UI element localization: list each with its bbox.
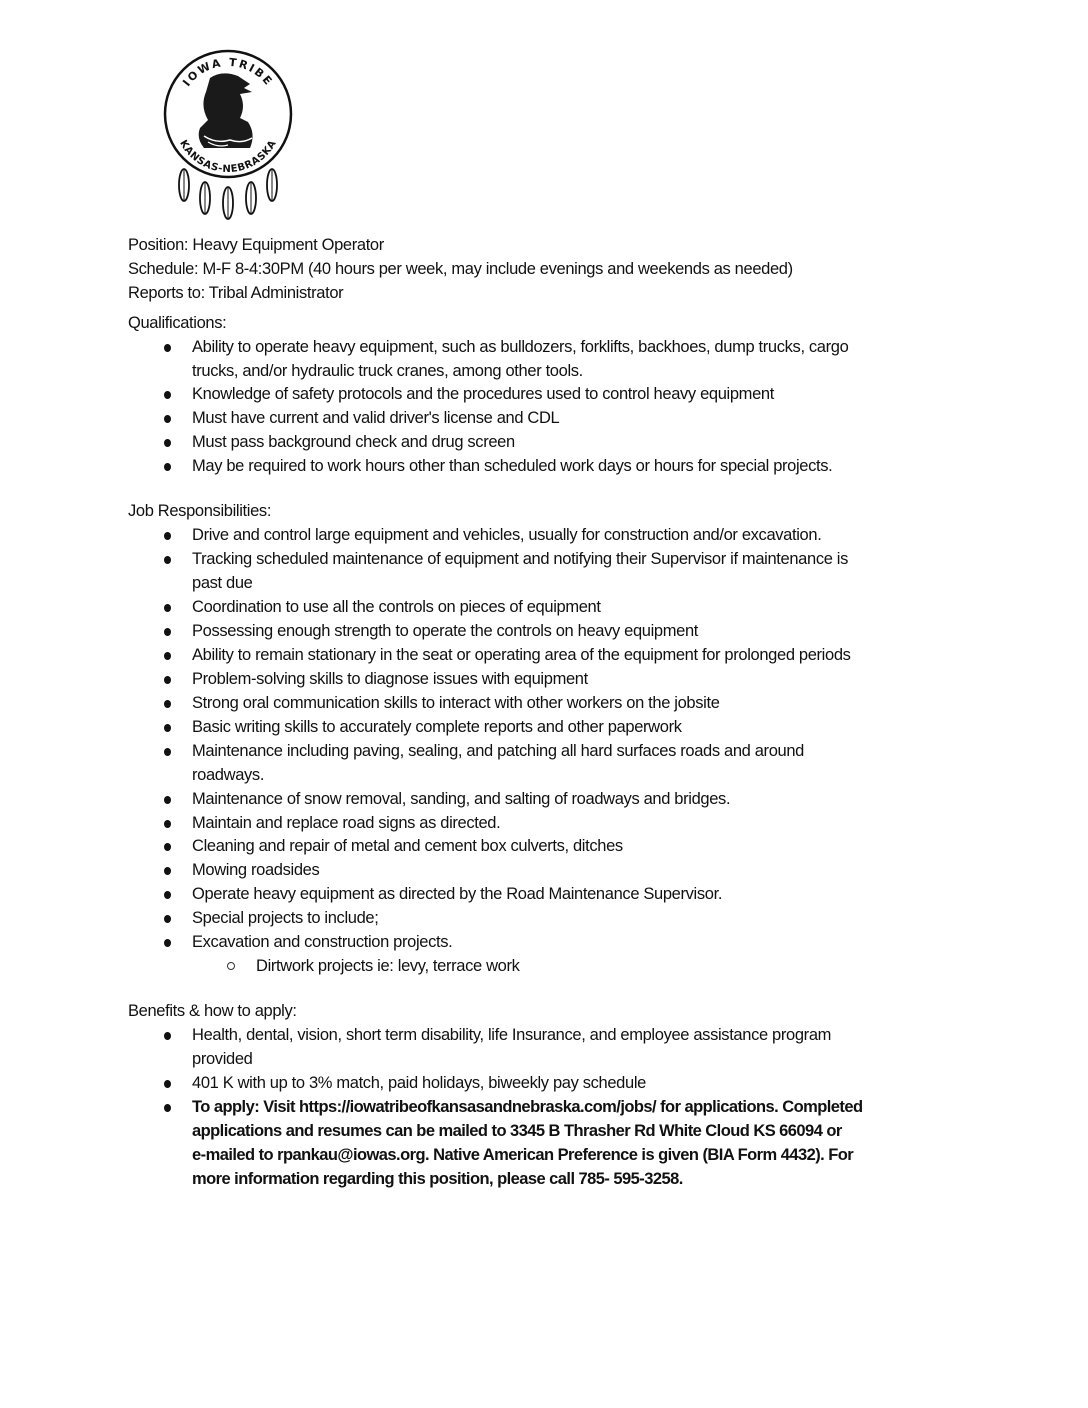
list-item: Possessing enough strength to operate the controls on heavy equipment — [192, 622, 699, 640]
list-item: Drive and control large equipment and vehicles, usually for construction and/or excavation. — [192, 526, 822, 544]
bullet-icon — [164, 676, 171, 684]
qualifications-heading: Qualifications: — [128, 314, 227, 332]
bullet-icon — [164, 532, 171, 540]
list-item: Maintenance of snow removal, sanding, and salting of roadways and bridges. — [192, 790, 731, 808]
bullet-icon — [164, 843, 171, 851]
apply-instructions-line: To apply: Visit https://iowatribeofkansasandnebraska.com/jobs/ for applications. Completed — [192, 1098, 863, 1116]
list-item: May be required to work hours other than scheduled work days or hours for special projects. — [192, 457, 833, 475]
list-item: Must pass background check and drug screen — [192, 433, 515, 451]
list-item-continuation: past due — [192, 574, 253, 592]
bullet-icon — [164, 820, 171, 828]
bullet-icon — [164, 463, 171, 471]
list-item: Ability to operate heavy equipment, such as bulldozers, forklifts, backhoes, dump trucks, cargo — [192, 338, 849, 356]
reports-to-line: Reports to: Tribal Administrator — [128, 284, 344, 302]
list-item: Cleaning and repair of metal and cement box culverts, ditches — [192, 837, 623, 855]
apply-instructions-line: e-mailed to rpankau@iowas.org. Native American Preference is given (BIA Form 4432). For — [192, 1146, 854, 1164]
apply-instructions-line: more information regarding this position, please call 785- 595-3258. — [192, 1170, 683, 1188]
list-item: 401 K with up to 3% match, paid holidays, biweekly pay schedule — [192, 1074, 646, 1092]
bullet-icon — [164, 628, 171, 636]
list-item: Ability to remain stationary in the seat or operating area of the equipment for prolonged periods — [192, 646, 851, 664]
list-item: Coordination to use all the controls on pieces of equipment — [192, 598, 601, 616]
bullet-icon — [164, 344, 171, 352]
bullet-icon — [164, 1080, 171, 1088]
bullet-icon — [164, 867, 171, 875]
position-line: Position: Heavy Equipment Operator — [128, 236, 384, 254]
bullet-icon — [164, 652, 171, 660]
list-item: Knowledge of safety protocols and the procedures used to control heavy equipment — [192, 385, 774, 403]
bullet-icon — [164, 1104, 171, 1112]
list-item: Basic writing skills to accurately complete reports and other paperwork — [192, 718, 682, 736]
iowa-tribe-seal-logo — [160, 48, 300, 223]
list-item: Maintenance including paving, sealing, and patching all hard surfaces roads and around — [192, 742, 804, 760]
list-item: Operate heavy equipment as directed by the Road Maintenance Supervisor. — [192, 885, 723, 903]
bullet-icon — [164, 891, 171, 899]
bullet-icon — [164, 915, 171, 923]
bullet-icon — [164, 391, 171, 399]
bullet-icon — [164, 556, 171, 564]
list-item: Maintain and replace road signs as directed. — [192, 814, 501, 832]
apply-instructions-line: applications and resumes can be mailed to 3345 B Thrasher Rd White Cloud KS 66094 or — [192, 1122, 842, 1140]
bullet-icon — [164, 439, 171, 447]
list-item-continuation: provided — [192, 1050, 253, 1068]
sub-list-item: Dirtwork projects ie: levy, terrace work — [256, 957, 520, 975]
list-item: Problem-solving skills to diagnose issues with equipment — [192, 670, 588, 688]
bullet-icon — [164, 748, 171, 756]
svg-text:IOWA TRIBE: IOWA TRIBE — [180, 55, 276, 89]
bullet-icon — [164, 700, 171, 708]
list-item: Health, dental, vision, short term disability, life Insurance, and employee assistance program — [192, 1026, 832, 1044]
svg-text:KANSAS-NEBRASKA: KANSAS-NEBRASKA — [177, 138, 279, 176]
list-item: Strong oral communication skills to interact with other workers on the jobsite — [192, 694, 720, 712]
bullet-icon — [164, 724, 171, 732]
bullet-icon — [164, 604, 171, 612]
bullet-icon — [164, 1032, 171, 1040]
sub-bullet-circle-icon — [227, 962, 235, 970]
responsibilities-heading: Job Responsibilities: — [128, 502, 272, 520]
tribal-seal-icon — [160, 48, 300, 223]
list-item: Special projects to include; — [192, 909, 379, 927]
bullet-icon — [164, 796, 171, 804]
benefits-heading: Benefits & how to apply: — [128, 1002, 297, 1020]
list-item-continuation: roadways. — [192, 766, 265, 784]
list-item: Tracking scheduled maintenance of equipment and notifying their Supervisor if maintenance is — [192, 550, 848, 568]
list-item-continuation: trucks, and/or hydraulic truck cranes, among other tools. — [192, 362, 583, 380]
list-item: Excavation and construction projects. — [192, 933, 453, 951]
schedule-line: Schedule: M-F 8-4:30PM (40 hours per week, may include evenings and weekends as needed) — [128, 260, 793, 278]
list-item: Must have current and valid driver's license and CDL — [192, 409, 560, 427]
list-item: Mowing roadsides — [192, 861, 320, 879]
bullet-icon — [164, 939, 171, 947]
bullet-icon — [164, 415, 171, 423]
